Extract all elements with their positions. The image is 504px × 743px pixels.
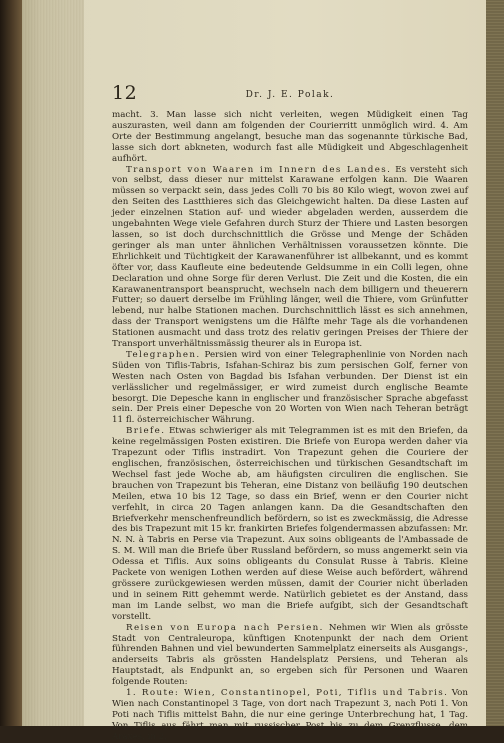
page-fore-edge <box>486 0 504 726</box>
paragraph-text: Von Wien nach Constantinopel 3 Tage, von dort nach Trapezunt 3, nach Poti 1. Von Poti nach Tiflis mittelst Bahn, die nur eine geringe Unterbrechung hat, 1 Tag. Von Tiflis aus fährt man mit russischer Post bis zu dem Grenzflusse, dem Araxes, in 2, <box>112 688 468 742</box>
paragraph-text: Persien wird von einer Telegraphenlinie von Norden nach Süden von Tiflis-Tabris, Isfahan-Schiraz bis zum persischen Golf, ferner von Westen nach Osten von Bagdad bis Isfahan verbunden. Der Dienst ist ein verlässlicher und regelmässiger, er wird zumeist durch englische Beamte besorgt. Die Depesche kann in englischer und französischer Sprache abgefasst sein. Der Preis einer Depesche von 20 Worten von Wien nach Teheran beträgt 11 fl. österreichischer Währung. <box>112 349 468 426</box>
paragraph-text: macht. 3. Man lasse sich nicht verleiten, wegen Müdigkeit einen Tag auszurasten, weil dann am folgenden der Courierritt unmöglich wird. 4. Am Orte der Bestimmung angelangt, besuche man das sogenannte türkische Bad, lasse sich dort abkneten, wodurch fast alle Müdigkeit und Abgeschlagenheit aufhört. <box>112 110 468 164</box>
paragraph-lead: 1. Route: Wien, Constantinopel, Poti, Tiflis und Tabris. <box>126 688 449 699</box>
paragraph-text: Es versteht sich von selbst, dass dieser nur mittelst Karawane erfolgen kann. Die Waaren müssen so verpackt sein, dass jedes Colli 70 bis 80 Kilo wiegt, wovon zwei auf den Seiten des Lastthieres sich das Gleichgewicht halten. Da diese Lasten auf jeder einzelnen Station auf- und wieder abgeladen werden, ausserdem die ungebahnten Wege viele Gefahren durch Sturz der Thiere und Lasten besorgen lassen, so ist doch durchschnittlich die Grösse und Menge der Schäden geringer als man unter ähnlichen Verhältnissen voraussetzen könnte. Die Ehrlichkeit und Tüchtigkeit der Karawanenführer ist allbekannt, und es kommt öfter vor, dass Kaufleute eine bedeutende Geldsumme in ein Colli legen, ohne Declaration und ohne Sorge für deren Verlust. Die Zeit und die Kosten, die ein Karawanentransport beansprucht, wechseln nach dem billigern und theuerern Futter; so dauert derselbe im Frühling länger, weil die Thiere, vom Grünfutter lebend, nur halbe Stationen machen. Durchschnittlich lässt es sich annehmen, dass der Transport wenigstens um die Hälfte mehr Tage als die vorhandenen Stationen ausmacht und dass trotz des relativ geringen Preises der Thiere der Transport unverhältnissmässig theurer als in Europa ist. <box>112 164 468 350</box>
paragraph <box>112 688 468 743</box>
paragraph-lead: Telegraphen. <box>126 349 201 360</box>
paragraph <box>112 350 468 426</box>
book-binding <box>0 0 22 726</box>
paragraph-text: Nehmen wir Wien als grösste Stadt von Centraleuropa, künftigen Knotenpunkt der nach dem Orient führenden Bahnen und viel bewunderten Sammelplatz einerseits als Ausgangs-, anderseits Tabris als grössten Handelsplatz Persiens, und Teheran als Hauptstadt, als Endpunkt an, so ergeben sich für Personen und Waaren folgende Routen: <box>112 622 468 688</box>
paragraph-lead: Briefe. <box>126 426 166 437</box>
book-page <box>22 0 486 742</box>
paragraph-lead: Transport von Waaren im Innern des Landes. <box>126 164 392 175</box>
running-head <box>112 82 468 106</box>
paragraph <box>112 623 468 688</box>
running-title: Dr. J. E. Polak. <box>245 90 335 100</box>
paragraph-text: Etwas schwieriger als mit Telegrammen ist es mit den Briefen, da keine regelmässigen Posten existiren. Die Briefe von Europa werden daher via Trapezunt oder Tiflis instradirt. Von Trapezunt gehen die Couriere der englischen, französischen, österreichischen und türkischen Gesandtschaft im Wechsel fast jede Woche ab, am häufigsten circuliren die englischen. Sie brauchen von Trapezunt bis Teheran, eine Distanz von beiläufig 190 deutschen Meilen, etwa 10 bis 12 Tage, so dass ein Brief, wenn er den Courier nicht verfehlt, in circa 20 Tagen anlangen kann. Da die Gesandtschaften den Briefverkehr menschenfreundlich befördern, so ist es zweckmässig, die Adresse des bis Trapezunt mit 15 kr. frankirten Briefes folgendermassen abzufassen: Mr. N. N. à Tabris en Perse via Trapezunt. Aux soins obligeants de l'Ambassade de S. M. Will man die Briefe über Russland befördern, so muss angemerkt sein via Odessa et Tiflis. Aux soins obligeants du Consulat Russe à Tabris. Kleine Packete von wenigen Lothen werden auf diese Weise auch befördert, während grössere zurückgewiesen werden müssen, damit der Courier nicht überladen und in seinem Ritt gehemmt werde. Natürlich gebietet es der Anstand, dass man im Lande selbst, wo man die Briefe aufgibt, sich der Gesandtschaft vorstellt. <box>112 426 468 622</box>
paragraph-lead: Reisen von Europa nach Persien. <box>126 622 324 633</box>
body-text <box>112 110 468 743</box>
paragraph <box>112 426 468 622</box>
paragraph <box>112 110 468 165</box>
page-gutter <box>22 0 84 726</box>
page-number: 12 <box>112 82 138 104</box>
paragraph <box>112 165 468 350</box>
